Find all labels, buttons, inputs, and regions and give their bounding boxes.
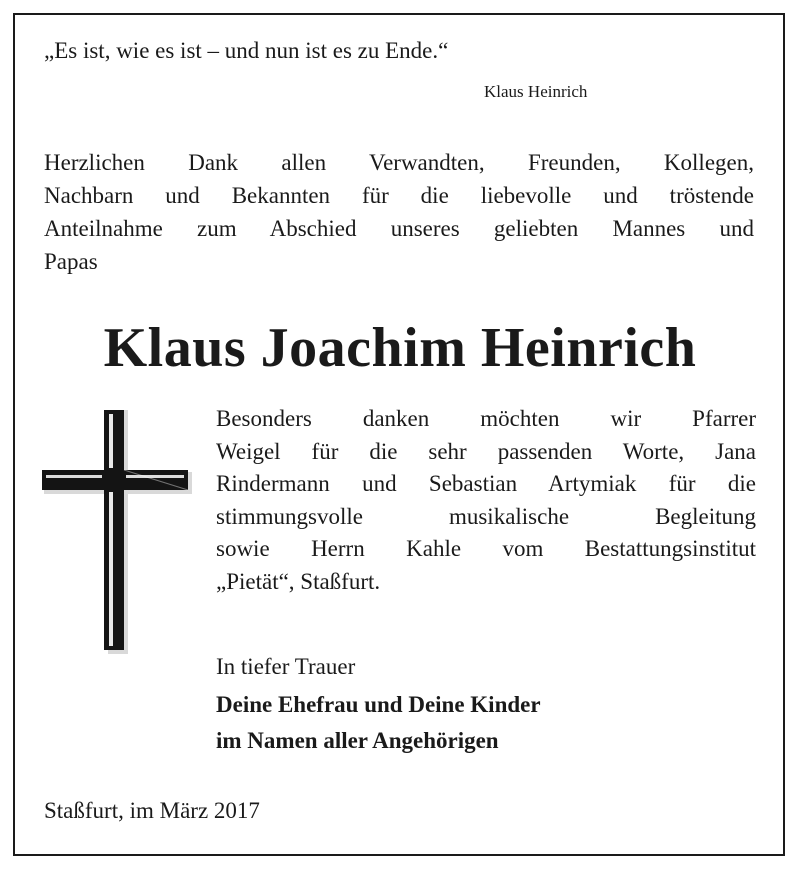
cross-icon xyxy=(42,410,192,654)
deceased-name: Klaus Joachim Heinrich xyxy=(103,317,697,379)
place-date: Staßfurt, im März 2017 xyxy=(44,798,260,823)
special-thanks-line: Besonders danken möchten wir Pfarrer xyxy=(216,406,756,431)
family-line-2: im Namen aller Angehörigen xyxy=(216,728,499,753)
thanks-line: Nachbarn und Bekannten für die liebevolle und tröstende xyxy=(44,183,754,208)
special-thanks-line: Rindermann und Sebastian Artymiak für die xyxy=(216,471,756,496)
special-thanks-line: Weigel für die sehr passenden Worte, Jana xyxy=(216,438,756,464)
special-thanks-line: sowie Herrn Kahle vom Bestattungsinstitut xyxy=(216,536,756,561)
thanks-paragraph xyxy=(44,146,754,278)
quote-author: Klaus Heinrich xyxy=(484,82,588,101)
mourning-intro: In tiefer Trauer xyxy=(216,654,356,679)
thanks-line: Anteilnahme zum Abschied unseres geliebten Mannes und xyxy=(44,216,754,241)
thanks-line: Herzlichen Dank allen Verwandten, Freunden, Kollegen, xyxy=(44,150,754,175)
family-line-1: Deine Ehefrau und Deine Kinder xyxy=(216,692,541,717)
quote-text: „Es ist, wie es ist – und nun ist es zu Ende.“ xyxy=(44,38,449,63)
special-thanks-paragraph xyxy=(216,403,756,598)
special-thanks-line: stimmungsvolle musikalische Begleitung xyxy=(216,503,756,529)
special-thanks-line: „Pietät“, Staßfurt. xyxy=(216,568,381,594)
thanks-line: Papas xyxy=(44,249,98,274)
